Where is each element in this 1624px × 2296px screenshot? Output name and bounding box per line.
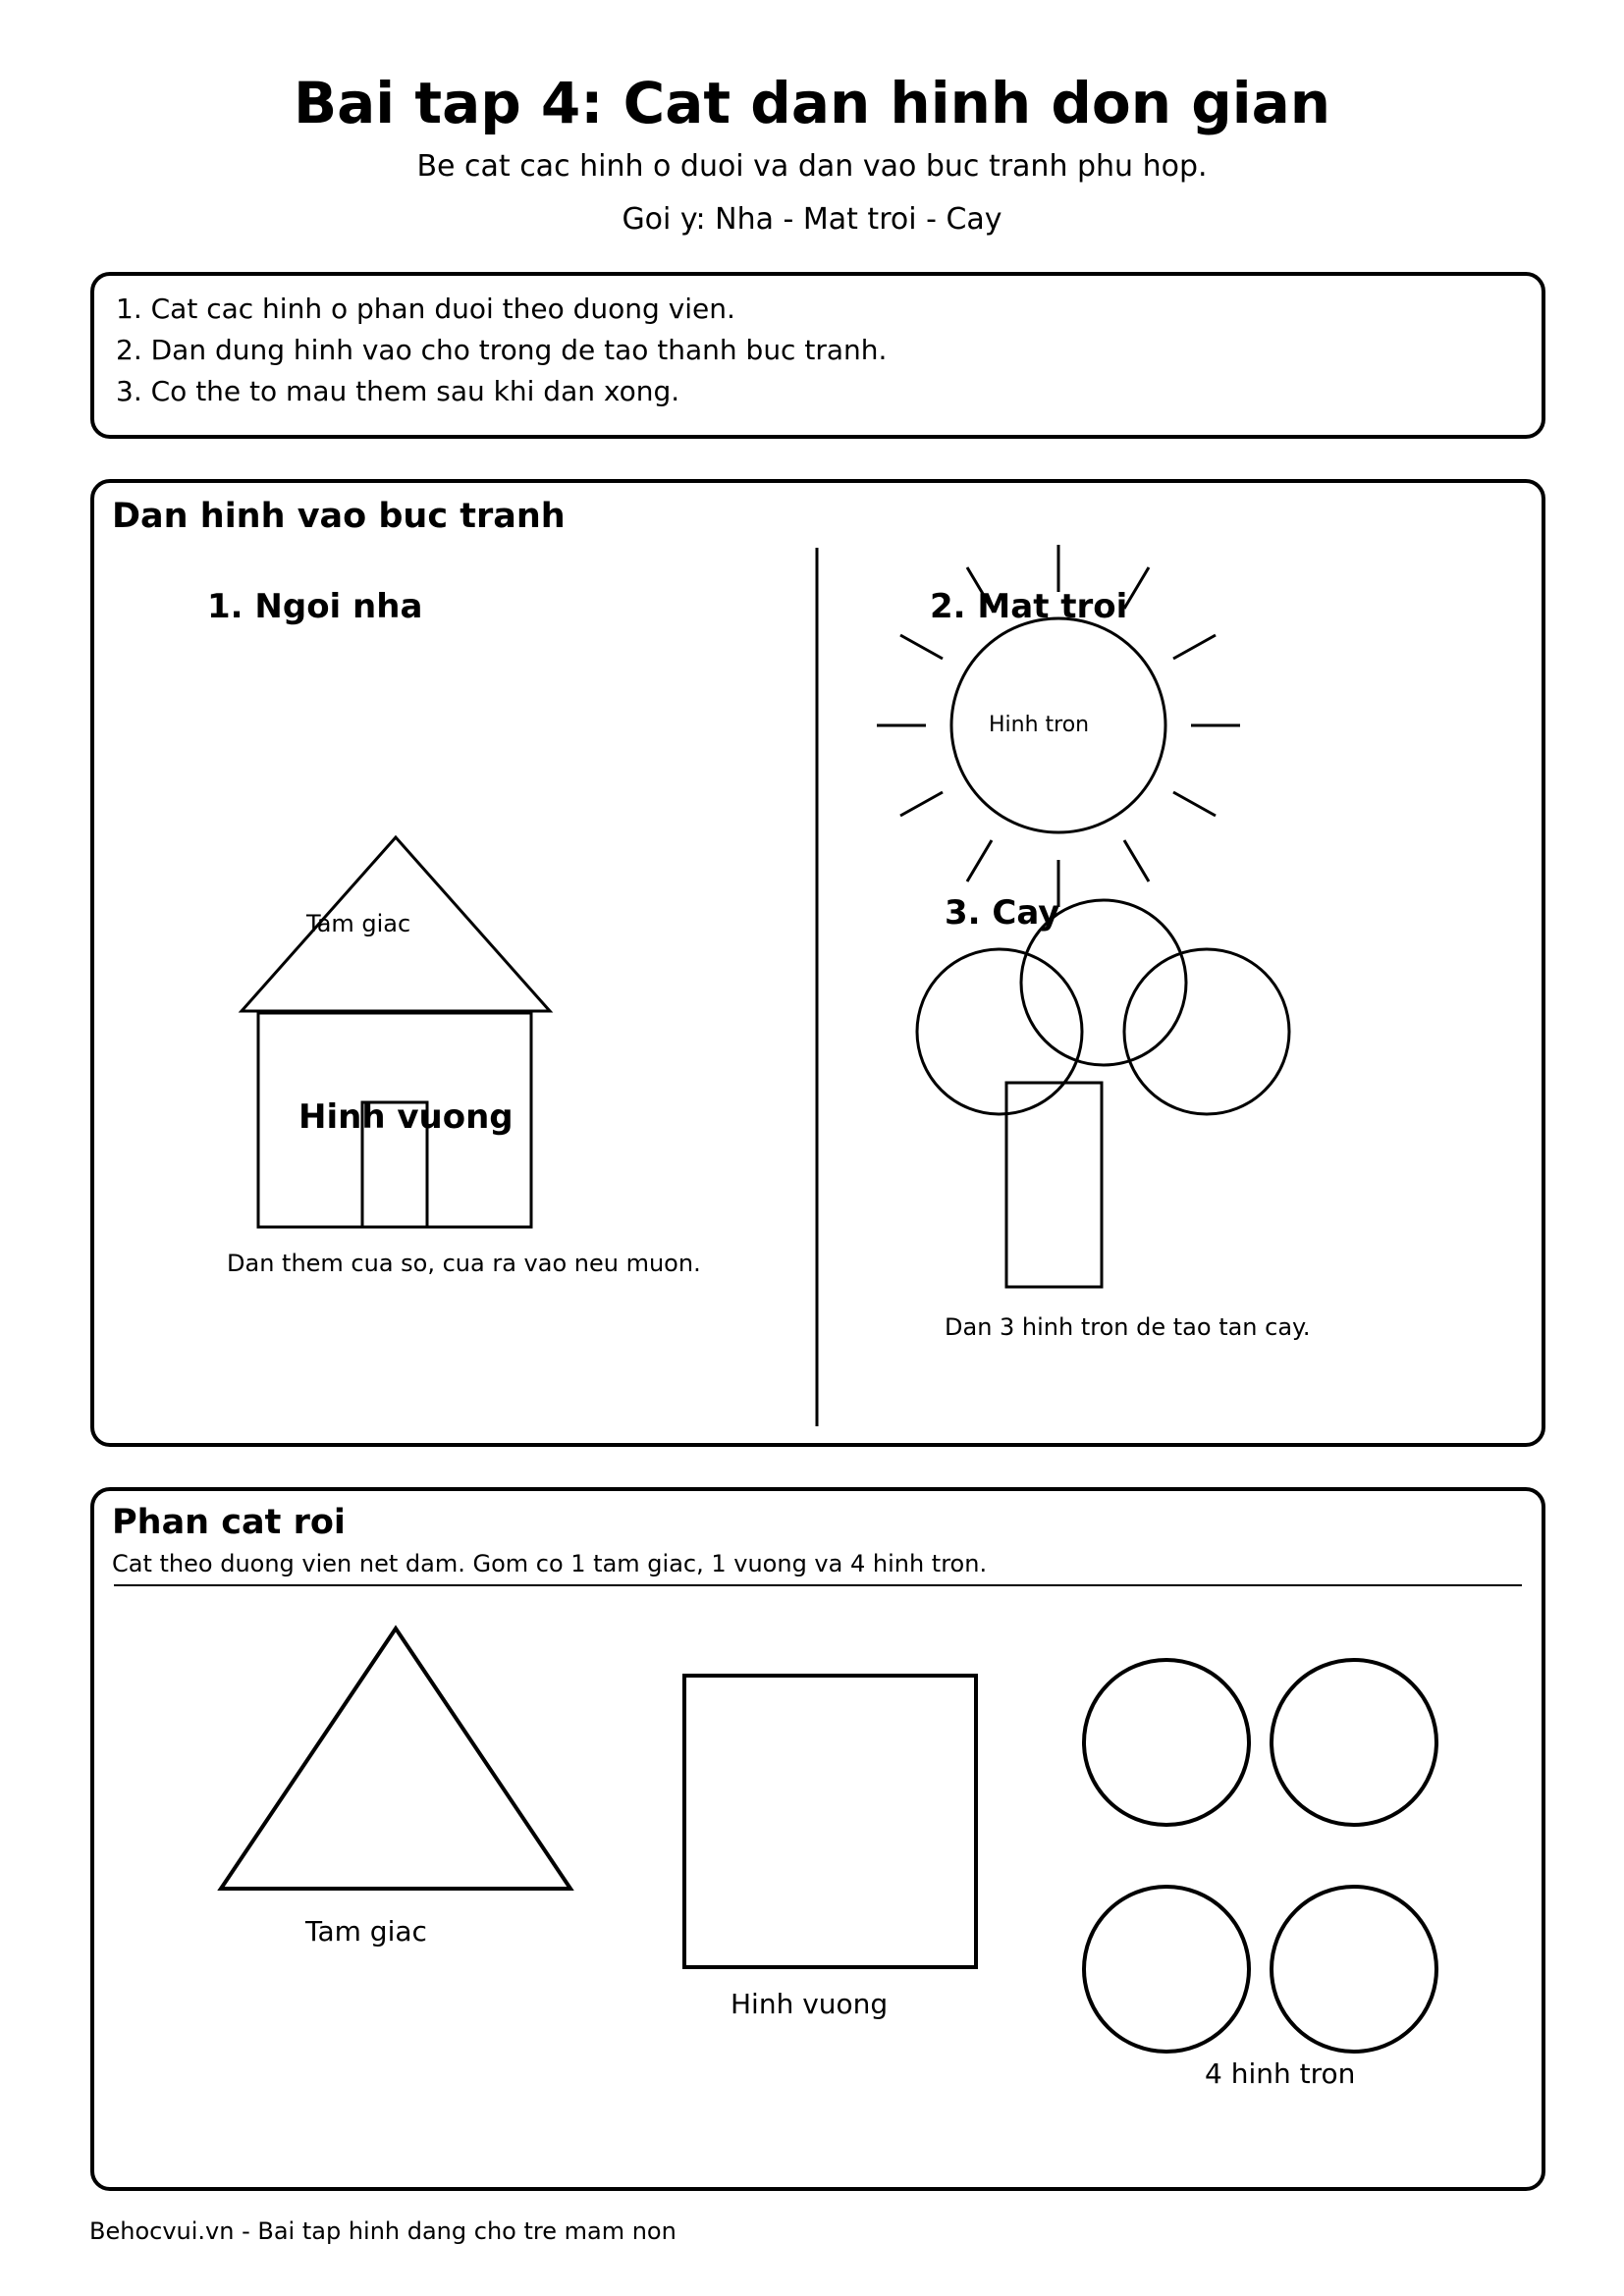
house-heading: 1. Ngoi nha xyxy=(207,587,423,626)
cutout-circle[interactable] xyxy=(1084,1887,1249,2052)
sun-ray xyxy=(1124,840,1149,881)
sun-ray xyxy=(1173,635,1216,659)
house-note: Dan them cua so, cua ra vao neu muon. xyxy=(227,1250,701,1277)
instruction-item: 1. Cat cac hinh o phan duoi theo duong vien. xyxy=(116,293,735,325)
roof-label: Tam giac xyxy=(306,910,411,937)
circles-label: 4 hinh tron xyxy=(1205,2057,1356,2090)
sun-ray xyxy=(967,840,992,881)
cut-section-title: Phan cat roi xyxy=(112,1503,346,1542)
cutout-circle[interactable] xyxy=(1272,1887,1436,2052)
instruction-item: 3. Co the to mau them sau khi dan xong. xyxy=(116,375,680,407)
body-label: Hinh vuong xyxy=(298,1097,514,1137)
sun-ray xyxy=(1124,567,1149,609)
paste-section-title: Dan hinh vao buc tranh xyxy=(112,497,566,536)
sun-ray xyxy=(900,635,943,659)
tree-note: Dan 3 hinh tron de tao tan cay. xyxy=(945,1313,1311,1341)
cut-section-subtitle: Cat theo duong vien net dam. Gom co 1 tam giac, 1 vuong va 4 hinh tron. xyxy=(112,1550,988,1577)
page-title: Bai tap 4: Cat dan hinh don gian xyxy=(293,70,1331,136)
sun-ray xyxy=(900,792,943,816)
sun-circle-label: Hinh tron xyxy=(989,713,1090,737)
tree-heading: 3. Cay xyxy=(945,893,1060,933)
hint-text: Goi y: Nha - Mat troi - Cay xyxy=(622,202,1002,237)
cutout-circle[interactable] xyxy=(1084,1660,1249,1825)
instruction-item: 2. Dan dung hinh vao cho trong de tao thanh buc tranh. xyxy=(116,334,888,366)
tree-crown-circle xyxy=(1124,949,1289,1114)
page-subtitle: Be cat cac hinh o duoi va dan vao buc tranh phu hop. xyxy=(416,149,1208,184)
tree-trunk xyxy=(1006,1083,1102,1287)
cutout-circle[interactable] xyxy=(1272,1660,1436,1825)
square-label: Hinh vuong xyxy=(731,1988,889,2020)
footer-text: Behocvui.vn - Bai tap hinh dang cho tre mam non xyxy=(89,2217,677,2245)
sun-ray xyxy=(1173,792,1216,816)
cutout-square[interactable] xyxy=(684,1676,976,1967)
triangle-label: Tam giac xyxy=(305,1915,427,1948)
tree-crown-circle xyxy=(917,949,1082,1114)
cutout-triangle[interactable] xyxy=(221,1629,570,1889)
sun-heading: 2. Mat troi xyxy=(930,587,1128,626)
